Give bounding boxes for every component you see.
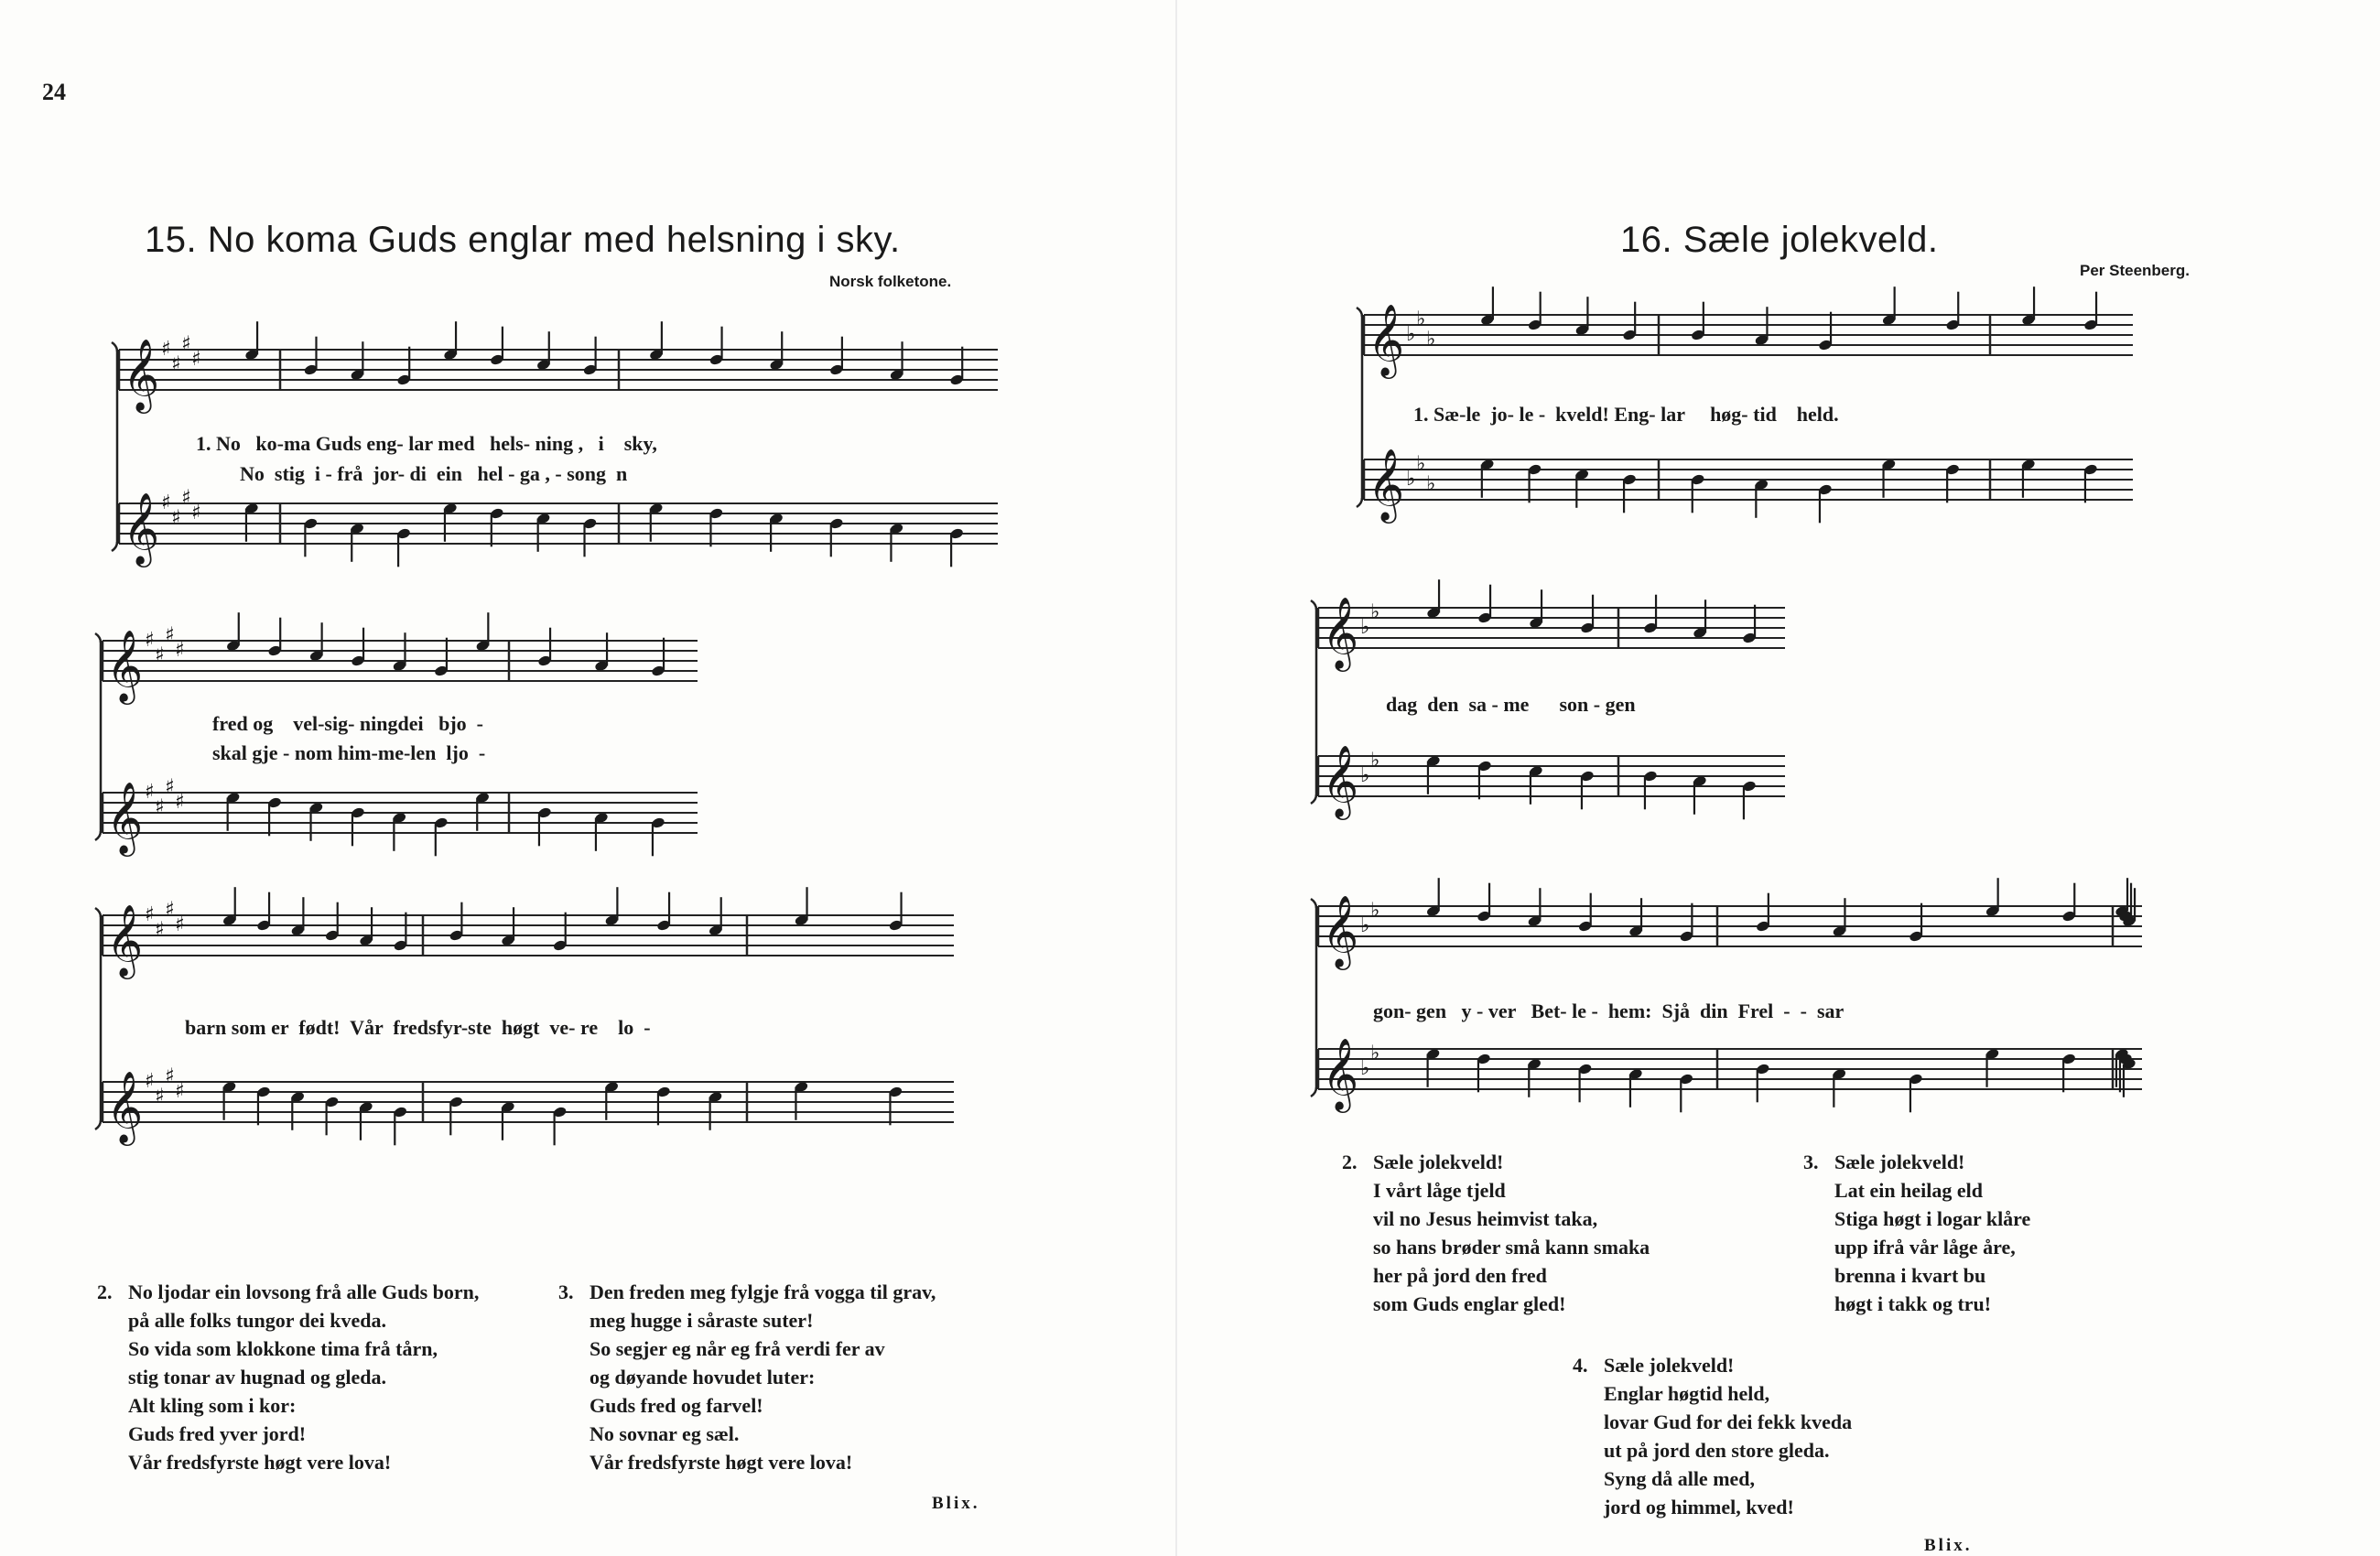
treble-clef-icon: 𝄞 (1368, 448, 1405, 521)
flat-icon: ♭ (1370, 1042, 1380, 1065)
sharp-icon: ♯ (165, 1064, 175, 1088)
sharp-icon: ♯ (145, 1070, 155, 1093)
treble-clef-icon: 𝄞 (106, 904, 144, 977)
verse-15-3 (558, 1278, 936, 1476)
bracket-hook (1311, 1087, 1316, 1097)
staff (1318, 597, 1785, 672)
flat-icon: ♭ (1406, 468, 1416, 491)
staff (1318, 745, 1785, 820)
verse-line: Guds fred yver jord! (128, 1422, 307, 1445)
left-page (0, 0, 1172, 1556)
page-gutter (1175, 0, 1177, 1556)
verse-line: No sovnar eg sæl. (590, 1422, 740, 1445)
bracket-hook (1357, 308, 1362, 317)
verse-line: Stiga høgt i logar klåre (1834, 1207, 2031, 1230)
staff (103, 904, 954, 979)
flat-icon: ♭ (1360, 914, 1370, 937)
sharp-icon: ♯ (165, 898, 175, 922)
verse-line: vil no Jesus heimvist taka, (1373, 1207, 1598, 1230)
verse-line: ut på jord den store gleda. (1604, 1439, 1830, 1462)
verse-line: på alle folks tungor dei kveda. (128, 1309, 386, 1332)
verse-number: 3. (558, 1280, 574, 1303)
sharp-icon: ♯ (191, 348, 201, 371)
sharp-icon: ♯ (171, 506, 181, 530)
lyrics-15-s2-l1: fred og vel-sig- ningdei bjo - (212, 712, 483, 735)
bracket-hook (1311, 794, 1316, 804)
page-number: 24 (42, 79, 66, 105)
treble-clef-icon: 𝄞 (106, 782, 144, 854)
verse-16-3 (1803, 1148, 2031, 1318)
verse-line: Sæle jolekveld! (1373, 1151, 1504, 1173)
verse-number: 3. (1803, 1151, 1819, 1173)
verse-line: jord og himmel, kved! (1604, 1496, 1794, 1518)
sharp-icon: ♯ (161, 492, 171, 514)
verse-line: meg hugge i såraste suter! (590, 1309, 814, 1332)
flat-icon: ♭ (1370, 749, 1380, 773)
treble-clef-icon: 𝄞 (1368, 304, 1405, 376)
verse-line: her på jord den fred (1373, 1264, 1547, 1287)
sharp-icon: ♯ (175, 791, 185, 814)
lyrics-16-s2-l1: dag den sa - me son - gen (1386, 693, 1636, 716)
verse-line: So vida som klokkone tima frå tårn, (128, 1337, 438, 1360)
flat-icon: ♭ (1426, 472, 1436, 496)
composer-15: Norsk folketone. (829, 273, 952, 290)
bracket-hook (95, 908, 101, 917)
treble-clef-icon: 𝄞 (1322, 745, 1359, 817)
lyrics-16-s3-l1: gon- gen y - ver Bet- le - hem: Sjå din Frel - - sar (1373, 1000, 1844, 1022)
verse-line: Sæle jolekveld! (1834, 1151, 1965, 1173)
verse-line: Sæle jolekveld! (1604, 1354, 1735, 1377)
verse-line: Lat ein heilag eld (1834, 1179, 1983, 1202)
verse-15-2 (97, 1278, 480, 1476)
lyrics-15-s3-l1: barn som er født! Vår fredsfyr-ste høgt ve- re lo - (185, 1016, 651, 1039)
sharp-icon: ♯ (145, 629, 155, 652)
treble-clef-icon: 𝄞 (106, 1071, 144, 1143)
verse-line: No ljodar ein lovsong frå alle Guds born, (128, 1280, 480, 1303)
treble-clef-icon: 𝄞 (1322, 597, 1359, 669)
sharp-icon: ♯ (171, 352, 181, 376)
staff (103, 1071, 954, 1146)
verse-16-2 (1342, 1148, 1650, 1318)
flat-icon: ♭ (1370, 899, 1380, 923)
treble-clef-icon: 𝄞 (106, 630, 144, 702)
bracket-hook (1357, 498, 1362, 507)
verse-line: so hans brøder små kann smaka (1373, 1236, 1650, 1259)
signature-16: Blix. (1924, 1536, 1973, 1555)
flat-icon: ♭ (1360, 1057, 1370, 1080)
verse-line: upp ifrå vår låge åre, (1834, 1236, 2016, 1259)
bracket-hook (95, 1120, 101, 1129)
staff (119, 492, 998, 567)
lyrics-15-s1-l2: No stig i - frå jor- di ein hel - ga , - song n (240, 462, 628, 485)
verse-line: So segjer eg når eg frå verdi fer av (590, 1337, 885, 1360)
flat-icon: ♭ (1416, 308, 1426, 331)
staff (1364, 448, 2133, 524)
staff (1318, 1038, 2142, 1113)
treble-clef-icon: 𝄞 (123, 492, 160, 565)
sharp-icon: ♯ (145, 903, 155, 926)
sharp-icon: ♯ (155, 918, 165, 942)
right-page (1181, 0, 2380, 1556)
bracket-hook (112, 542, 117, 551)
staff (119, 339, 998, 414)
verse-line: høgt i takk og tru! (1834, 1292, 1992, 1315)
flat-icon: ♭ (1370, 600, 1380, 624)
sharp-icon: ♯ (165, 775, 175, 799)
flat-icon: ♭ (1416, 452, 1426, 476)
lyrics-15-s1-l1: 1. No ko-ma Guds eng- lar med hels- ning , i sky, (196, 432, 657, 455)
flat-icon: ♭ (1360, 764, 1370, 787)
bracket-hook (1311, 600, 1316, 610)
sharp-icon: ♯ (181, 486, 191, 510)
composer-16: Per Steenberg. (2080, 262, 2190, 279)
sharp-icon: ♯ (175, 1080, 185, 1103)
verse-16-4 (1573, 1351, 1853, 1521)
verse-line: brenna i kvart bu (1834, 1264, 1986, 1287)
signature-15: Blix. (932, 1494, 980, 1513)
sharp-icon: ♯ (175, 913, 185, 936)
verse-line: Alt kling som i kor: (128, 1394, 297, 1417)
verse-line: I vårt låge tjeld (1373, 1179, 1506, 1202)
verse-line: Guds fred og farvel! (590, 1394, 763, 1417)
lyrics-16-s1-l1: 1. Sæ-le jo- le - kveld! Eng- lar høg- tid held. (1413, 403, 1839, 426)
sharp-icon: ♯ (181, 332, 191, 356)
verse-line: stig tonar av hugnad og gleda. (128, 1366, 386, 1389)
verse-line: og døyande hovudet luter: (590, 1366, 816, 1389)
verse-line: Vår fredsfyrste høgt vere lova! (590, 1451, 853, 1474)
treble-clef-icon: 𝄞 (1322, 895, 1359, 967)
sharp-icon: ♯ (161, 338, 171, 361)
verse-line: Englar høgtid held, (1604, 1382, 1770, 1405)
flat-icon: ♭ (1360, 616, 1370, 639)
bracket-hook (95, 633, 101, 643)
verse-number: 2. (97, 1280, 113, 1303)
flat-icon: ♭ (1426, 328, 1436, 351)
sharp-icon: ♯ (175, 639, 185, 662)
treble-clef-icon: 𝄞 (1322, 1038, 1359, 1110)
sharp-icon: ♯ (191, 502, 201, 524)
staff (1318, 895, 2142, 970)
sharp-icon: ♯ (145, 781, 155, 804)
verse-line: lovar Gud for dei fekk kveda (1604, 1410, 1853, 1433)
sharp-icon: ♯ (155, 1085, 165, 1108)
bracket-hook (1311, 899, 1316, 908)
verse-line: Den freden meg fylgje frå vogga til grav, (590, 1280, 936, 1303)
sharp-icon: ♯ (165, 623, 175, 647)
lyrics-15-s2-l2: skal gje - nom him-me-len ljo - (212, 741, 486, 764)
sharp-icon: ♯ (155, 643, 165, 667)
song-title-15: 15. No koma Guds englar med helsning i sky. (145, 220, 901, 260)
flat-icon: ♭ (1406, 323, 1416, 346)
song-title-16: 16. Sæle jolekveld. (1620, 220, 1939, 260)
sharp-icon: ♯ (155, 795, 165, 819)
verse-line: Syng då alle med, (1604, 1467, 1756, 1490)
staff (1364, 304, 2133, 379)
bracket-hook (95, 831, 101, 840)
treble-clef-icon: 𝄞 (123, 339, 160, 411)
verse-line: Vår fredsfyrste høgt vere lova! (128, 1451, 392, 1474)
verse-line: som Guds englar gled! (1373, 1292, 1566, 1315)
verse-number: 2. (1342, 1151, 1358, 1173)
verse-number: 4. (1573, 1354, 1588, 1377)
bracket-hook (112, 342, 117, 351)
